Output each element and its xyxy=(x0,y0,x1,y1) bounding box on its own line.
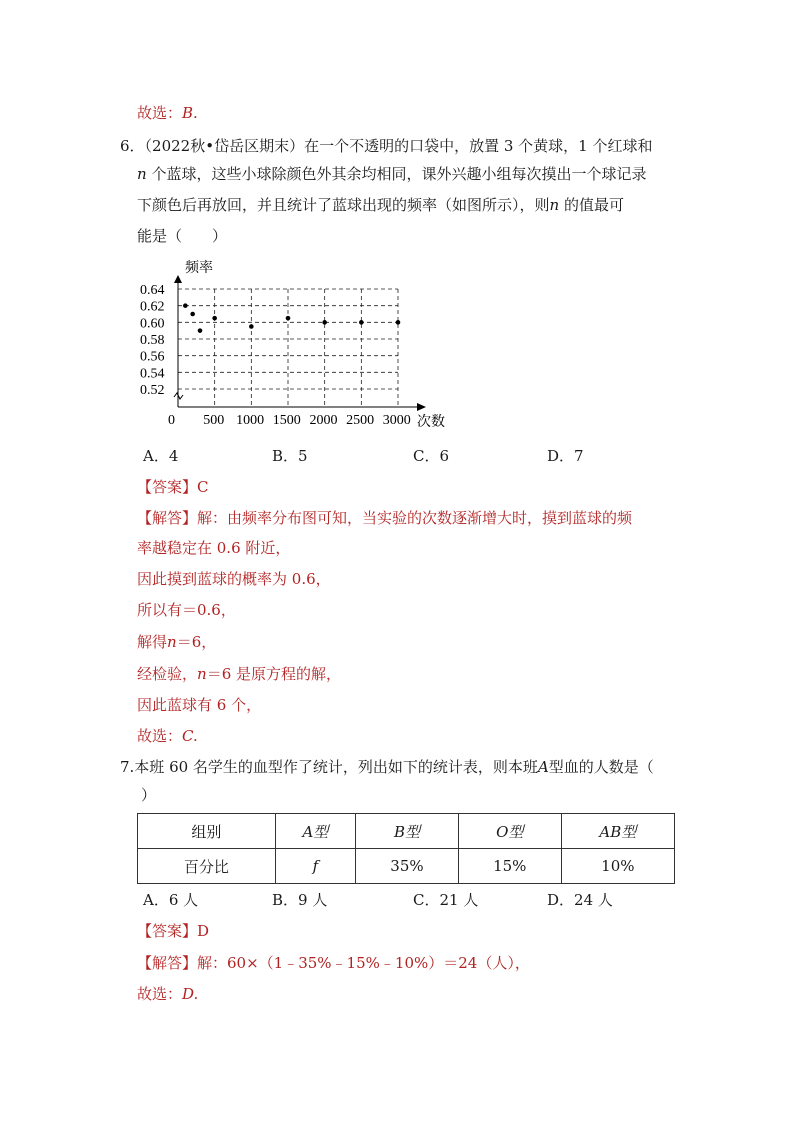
data-point xyxy=(198,328,203,333)
q6-option-b: B．5 xyxy=(272,447,308,465)
q7-solution: 【解答】解：60×（1﹣35%﹣15%﹣10%）＝24（人）， xyxy=(137,954,530,972)
x-tick-label: 500 xyxy=(203,413,225,428)
q6-solution-2: 率越稳定在 0.6 附近， xyxy=(137,539,291,557)
data-point xyxy=(249,324,254,329)
table-cell: 百分比 xyxy=(138,849,276,884)
q6-option-c: C．6 xyxy=(413,447,450,465)
q7-answer: 【答案】D xyxy=(137,922,210,940)
table-cell: f xyxy=(275,849,355,884)
table-header-cell: B型 xyxy=(356,814,459,849)
x-tick-label: 2000 xyxy=(309,413,338,428)
y-tick-label: 0.58 xyxy=(140,333,165,348)
q7-conclusion: 故选：D. xyxy=(137,985,199,1003)
data-point xyxy=(396,320,401,325)
x-tick-label: 3000 xyxy=(382,413,411,428)
data-point xyxy=(359,320,364,325)
q6-line-2: n 个蓝球，这些小球除颜色外其余均相同，课外兴趣小组每次摸出一个球记录 xyxy=(137,165,647,183)
x-axis-arrow xyxy=(417,403,426,411)
q6-solution-6: 经检验，n＝6 是原方程的解， xyxy=(137,665,341,683)
y-axis-arrow xyxy=(174,275,182,283)
q6-solution-4: 所以有＝0.6， xyxy=(137,601,236,619)
q6-line-1: 6．（2022秋•岱岳区期末）在一个不透明的口袋中，放置 3 个黄球，1 个红球和 xyxy=(120,137,653,155)
q7-line-1: 7.本班 60 名学生的血型作了统计，列出如下的统计表，则本班A型血的人数是（ xyxy=(120,758,654,776)
frequency-chart xyxy=(130,255,460,435)
q6-conclusion: 故选：C. xyxy=(137,727,198,745)
data-point xyxy=(212,316,217,321)
data-point xyxy=(183,303,188,308)
y-tick-label: 0.52 xyxy=(140,383,165,398)
data-point xyxy=(322,320,327,325)
q6-option-d: D．7 xyxy=(547,447,584,465)
y-tick-label: 0.56 xyxy=(140,349,165,365)
y-tick-label: 0.64 xyxy=(140,283,165,298)
table-cell: 15% xyxy=(458,849,561,884)
q7-option-d: D．24 人 xyxy=(547,891,613,909)
table-row xyxy=(138,849,675,884)
q6-solution-7: 因此蓝球有 6 个， xyxy=(137,696,262,714)
x-tick-label: 2500 xyxy=(346,413,375,428)
table-cell: 35% xyxy=(356,849,459,884)
chart-xlabel: 次数 xyxy=(417,415,445,430)
data-point xyxy=(286,316,291,321)
q7-option-a: A．6 人 xyxy=(143,891,199,909)
q6-solution-1: 【解答】解：由频率分布图可知，当实验的次数逐渐增大时，摸到蓝球的频 xyxy=(137,509,633,527)
chart-ylabel: 频率 xyxy=(185,261,213,276)
x-tick-label: 1500 xyxy=(272,413,301,428)
q6-solution-5: 解得n＝6， xyxy=(137,633,217,651)
x-tick-label: 1000 xyxy=(236,413,265,428)
table-header-cell: AB型 xyxy=(561,814,674,849)
q7-line-2: ） xyxy=(141,786,157,804)
table-cell: 10% xyxy=(561,849,674,884)
data-point xyxy=(190,312,195,317)
table-header-cell: A型 xyxy=(275,814,355,849)
table-header-cell: O型 xyxy=(458,814,561,849)
table-header-row xyxy=(138,814,675,849)
y-tick-label: 0.54 xyxy=(140,366,165,382)
q7-option-c: C．21 人 xyxy=(413,891,479,909)
q6-line-3: 下颜色后再放回，并且统计了蓝球出现的频率（如图所示），则n 的值最可 xyxy=(137,196,624,214)
prev-conclusion: 故选：B. xyxy=(137,104,198,122)
q6-option-a: A．4 xyxy=(143,447,179,465)
blood-type-table xyxy=(137,813,675,884)
table-header-cell: 组别 xyxy=(138,814,276,849)
x-tick-label: 0 xyxy=(168,413,175,428)
q7-option-b: B．9 人 xyxy=(272,891,328,909)
q6-line-4: 能是（ ） xyxy=(137,227,228,245)
q6-solution-3: 因此摸到蓝球的概率为 0.6， xyxy=(137,570,331,588)
y-tick-label: 0.60 xyxy=(140,316,165,332)
q6-answer: 【答案】C xyxy=(137,478,209,496)
y-tick-label: 0.62 xyxy=(140,299,165,315)
